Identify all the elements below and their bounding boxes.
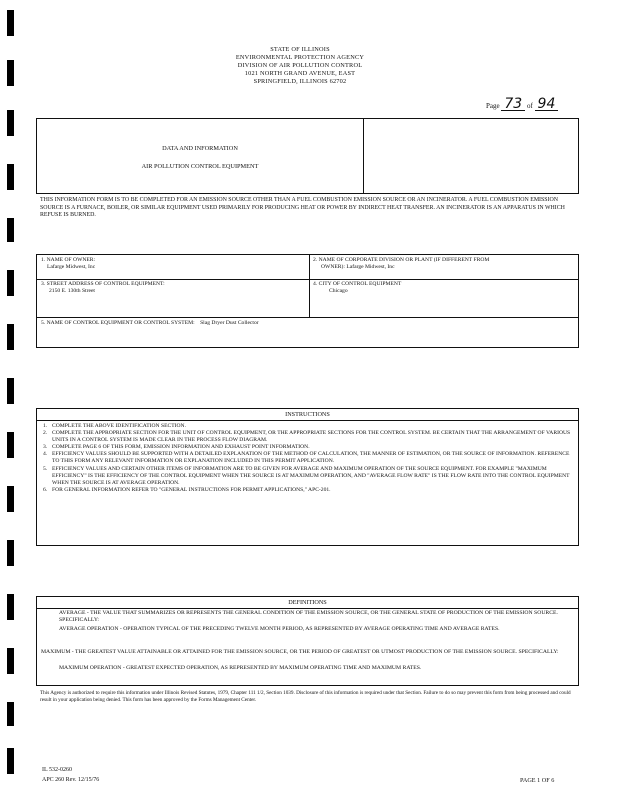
binder-mark bbox=[7, 748, 14, 774]
instructions-divider bbox=[37, 420, 578, 421]
title-line2: AIR POLLUTION CONTROL EQUIPMENT bbox=[141, 163, 259, 170]
header-state: STATE OF ILLINOIS bbox=[270, 46, 330, 53]
field-control-equipment-name bbox=[37, 318, 578, 329]
page-current: 73 bbox=[501, 98, 525, 111]
instruction-item: 5. EFFICIENCY VALUES AND CERTAIN OTHER ITEMS OF INFORMATION ARE TO BE GIVEN FOR AVERAGE AND MAXIMUM OPERATION OF THE SOURCE EQUIPMENT. FOR EXAMPLE "MAXIMUM EFFICIENCY" IS THE EFFICIENCY OF THE CONTROL EQUIPMENT WHEN THE SOURCE IS AT MAXIMUM OPERATION, AND "AVERAGE FLOW RATE" IS THE FLOW RATE INTO THE CONTROL EQUIPMENT WHEN THE SOURCE IS AT AVERAGE OPERATION. bbox=[43, 465, 570, 486]
binder-mark bbox=[7, 378, 14, 404]
form-revision: APC 260 Rev. 12/15/76 bbox=[42, 777, 100, 783]
instructions-title: INSTRUCTIONS bbox=[285, 411, 330, 418]
definition-maximum: MAXIMUM - THE GREATEST VALUE ATTAINABLE OR ATTAINED FOR THE EMISSION SOURCE, OR THE PERIOD OF GREATEST OR UTMOST PRODUCTION OF THE EMISSION SOURCE. SPECIFICALLY: bbox=[41, 649, 559, 655]
field-number: 1. bbox=[41, 257, 46, 263]
binder-mark bbox=[7, 270, 14, 296]
field-street-address bbox=[37, 279, 309, 297]
instruction-item: 1. COMPLETE THE ABOVE IDENTIFICATION SECTION. bbox=[43, 423, 186, 429]
field-number: 4. bbox=[313, 281, 318, 287]
page-of: of bbox=[526, 102, 533, 110]
page-number bbox=[486, 98, 558, 111]
intro-text: THIS INFORMATION FORM IS TO BE COMPLETED FOR AN EMISSION SOURCE OTHER THAN A FUEL COMBUSTION EMISSION SOURCE OR AN INCINERATOR. A FUEL COMBUSTION EMISSION SOURCE IS A FURNACE, BOILER, OR SIMILAR EQUIPMENT USED PRIMARILY FOR PRODUCING HEAT OR POWER BY INDIRECT HEAT TRANSFER. AN INCINERATOR IS AN APPARATUS IN WHICH REFUSE IS BURNED. bbox=[40, 197, 565, 219]
field-label-cont: OWNER): bbox=[321, 264, 345, 270]
page-total: 94 bbox=[535, 98, 559, 111]
binder-mark bbox=[7, 10, 14, 36]
instruction-item: 2. COMPLETE THE APPROPRIATE SECTION FOR THE UNIT OF CONTROL EQUIPMENT, OR THE APPROPRIATE SECTIONS FOR THE CONTROL SYSTEM. BE CERTAIN THAT THE ARRANGEMENT OF VARIOUS UNITS IN A CONTROL SYSTEM IS MADE CLEAR IN THE PROCESS FLOW DIAGRAM. bbox=[43, 430, 571, 444]
identification-section bbox=[36, 254, 579, 348]
field-corporate-division bbox=[309, 255, 579, 273]
field-label: CITY OF CONTROL EQUIPMENT bbox=[318, 281, 402, 287]
definitions-title: DEFINITIONS bbox=[288, 599, 327, 606]
title-line1: DATA AND INFORMATION bbox=[162, 145, 238, 152]
instructions-section bbox=[36, 408, 579, 546]
binder-mark bbox=[7, 164, 14, 190]
instructions-list bbox=[41, 423, 573, 494]
header-agency: ENVIRONMENTAL PROTECTION AGENCY bbox=[235, 54, 365, 61]
field-city bbox=[309, 279, 579, 297]
field-label: NAME OF CONTROL EQUIPMENT OR CONTROL SYSTEM: bbox=[46, 320, 195, 326]
binder-mark bbox=[7, 702, 14, 726]
binder-mark bbox=[7, 648, 14, 674]
instruction-item: 3. COMPLETE PAGE 6 OF THIS FORM, EMISSION INFORMATION AND EXHAUST POINT INFORMATION. bbox=[43, 444, 310, 451]
binder-mark bbox=[7, 486, 14, 512]
field-label: NAME OF OWNER: bbox=[46, 257, 96, 263]
binder-mark bbox=[7, 60, 14, 86]
disclosure-text: This Agency is authorized to require this information under Illinois Revised Statutes, 1979, Chapter 111 1/2, Section 1039. Disclosure of this information is required under that Section. Failure to do so may prevent this form from being processed and could result in your application being denied. This form has been approved by the Forms Management Center. bbox=[40, 690, 571, 703]
definitions-section bbox=[36, 596, 579, 686]
instruction-item: 6. FOR GENERAL INFORMATION REFER TO "GENERAL INSTRUCTIONS FOR PERMIT APPLICATIONS," APC-201. bbox=[43, 486, 331, 493]
header-division: DIVISION OF AIR POLLUTION CONTROL bbox=[237, 62, 363, 69]
form-id: IL 532-0260 bbox=[42, 767, 72, 773]
binder-mark bbox=[7, 218, 14, 242]
street-address-value: 2150 E. 130th Street bbox=[49, 288, 95, 294]
title-box bbox=[36, 118, 579, 194]
field-owner bbox=[37, 255, 309, 273]
binder-mark bbox=[7, 324, 14, 350]
owner-value: Lafarge Midwest, Inc bbox=[47, 264, 96, 270]
field-label: NAME OF CORPORATE DIVISION OR PLANT (IF DIFFERENT FROM bbox=[318, 257, 490, 263]
field-label: STREET ADDRESS OF CONTROL EQUIPMENT: bbox=[46, 281, 165, 287]
definition-maximum-operation: MAXIMUM OPERATION - GREATEST EXPECTED OPERATION, AS REPRESENTED BY MAXIMUM OPERATING TIME AND MAXIMUM RATES. bbox=[59, 665, 422, 671]
control-equipment-value: Slag Dryer Dust Collector bbox=[200, 320, 259, 326]
title-divider bbox=[363, 119, 364, 193]
definition-average: AVERAGE - THE VALUE THAT SUMMARIZES OR REPRESENTS THE GENERAL CONDITION OF THE EMISSION SOURCE, OR THE GENERAL STATE OF PRODUCTION OF THE EMISSION SOURCE. SPECIFICALLY: bbox=[59, 610, 558, 624]
binder-mark bbox=[7, 432, 14, 458]
city-value: Chicago bbox=[329, 288, 348, 294]
field-number: 5. bbox=[41, 320, 46, 326]
field-number: 2. bbox=[313, 257, 318, 263]
definition-average-operation: AVERAGE OPERATION - OPERATION TYPICAL OF THE PRECEDING TWELVE MONTH PERIOD, AS REPRESENTED BY AVERAGE OPERATING TIME AND AVERAGE RATES. bbox=[59, 626, 500, 632]
binder-mark bbox=[7, 110, 14, 136]
corporate-division-value: Lafarge Midwest, Inc bbox=[346, 264, 395, 270]
instruction-item: 4. EFFICIENCY VALUES SHOULD BE SUPPORTED WITH A DETAILED EXPLANATION OF THE METHOD OF CALCULATION, THE MANNER OF ESTIMATION, OR THE SOURCE OF INFORMATION. REFERENCE TO THIS FORM ANY RELEVANT INFORMATION OR EXPLANATION INCLUDED IN THIS PERMIT APPLICATION. bbox=[43, 451, 570, 465]
header-street: 1021 NORTH GRAND AVENUE, EAST bbox=[244, 70, 356, 77]
footer-page: PAGE 1 OF 6 bbox=[520, 777, 555, 784]
binder-mark bbox=[7, 540, 14, 566]
definitions-divider bbox=[37, 608, 578, 609]
field-number: 3. bbox=[41, 281, 46, 287]
header-city: SPRINGFIELD, ILLINOIS 62702 bbox=[253, 78, 347, 85]
binder-mark bbox=[7, 594, 14, 620]
page-label: Page bbox=[486, 102, 500, 110]
